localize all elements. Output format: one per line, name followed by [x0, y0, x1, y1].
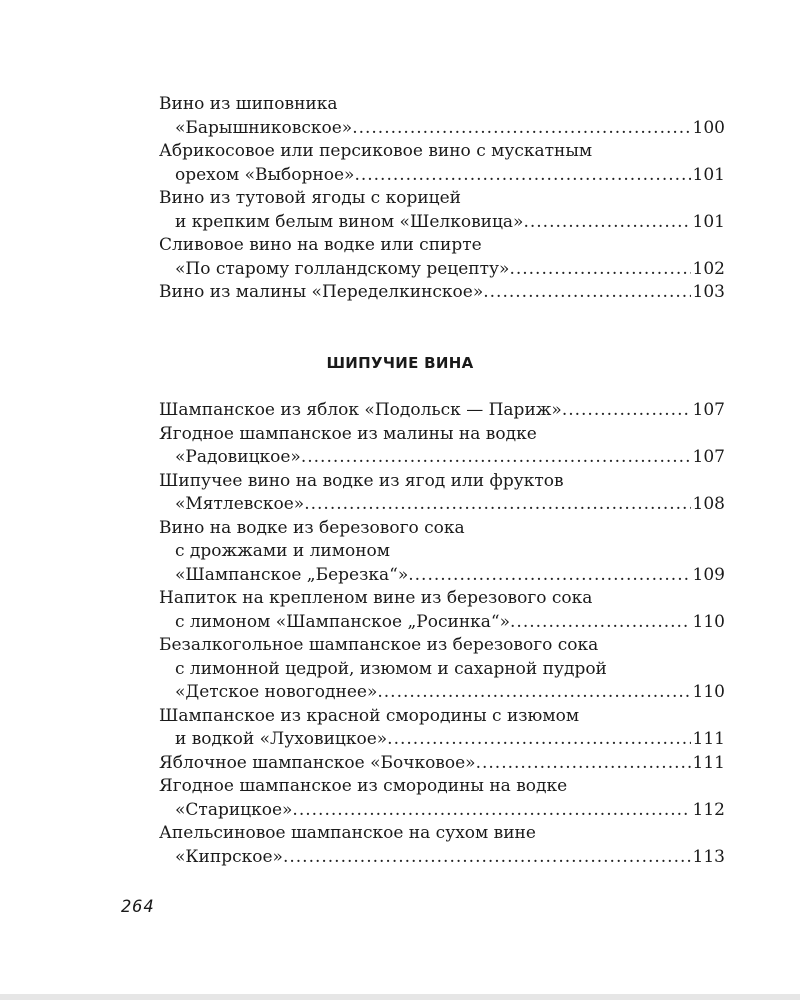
toc-entry-title-line: [159, 93, 725, 117]
toc-entry-text: «Шампанское „Березка“»: [175, 564, 409, 585]
toc-entry-page-number: 113: [692, 846, 725, 867]
toc-entry: [159, 93, 725, 140]
toc-entry-text: Вино из тутовой ягоды с корицей: [159, 188, 461, 208]
toc-entry-text: «Мятлевское»: [175, 494, 305, 514]
dot-leader: [523, 211, 690, 235]
toc-entry: [159, 281, 725, 305]
toc-entry-continuation-line: [159, 211, 725, 235]
toc-entry-text: и водкой «Луховицкое»: [175, 729, 388, 749]
toc-entry: [159, 234, 725, 281]
toc-entry-title-line: [159, 587, 725, 611]
dot-leader: [301, 446, 691, 470]
toc-entry-page-number: 101: [692, 164, 725, 185]
toc-entry-text: Абрикосовое или персиковое вино с мускатным: [159, 141, 593, 161]
toc-entry-page-number: 100: [692, 117, 725, 138]
dot-leader: [377, 681, 690, 705]
toc-entry-page-number: 102: [692, 258, 725, 279]
toc-entry-title-line: [159, 634, 725, 658]
dot-leader: [283, 846, 691, 870]
toc-entry-title-line: [159, 423, 725, 447]
toc-entry-text: Напиток на крепленом вине из березового сока: [159, 588, 593, 608]
toc-entry: [159, 822, 725, 869]
toc-entry-text: Безалкогольное шампанское из березового сока: [159, 635, 599, 655]
dot-leader: [510, 611, 691, 635]
toc-entry-continuation-line: [159, 117, 725, 141]
toc-entry-text: Сливовое вино на водке или спирте: [159, 235, 482, 255]
toc-entry-title-line: [159, 281, 725, 305]
toc-entry-continuation-line: [159, 446, 725, 470]
dot-leader: [304, 493, 690, 517]
toc-entry-continuation-line: [159, 540, 725, 564]
toc-entry-text: Яблочное шампанское «Бочковое»: [159, 752, 476, 773]
toc-entry-title-line: [159, 705, 725, 729]
dot-leader: [387, 728, 690, 752]
toc-entry: [159, 423, 725, 470]
dot-leader: [408, 564, 690, 588]
toc-entry-text: Вино из малины «Переделкинское»: [159, 282, 484, 302]
toc-entry: [159, 470, 725, 517]
toc-entry: [159, 752, 725, 776]
dot-leader: [352, 117, 690, 141]
toc-entry: [159, 587, 725, 634]
section-title: ШИПУЧИЕ ВИНА: [326, 354, 474, 372]
dot-leader: [483, 281, 690, 305]
toc-entry-text: «Кипрское»: [175, 846, 283, 867]
toc-entry-text: Шампанское из яблок «Подольск — Париж»: [159, 400, 562, 420]
toc-entry-text: «Старицкое»: [175, 799, 293, 820]
toc-entry-title-line: [159, 517, 725, 541]
toc-list-wines: [159, 93, 725, 305]
toc-entry-title-line: [159, 399, 725, 423]
toc-entry-text: «Детское новогоднее»: [175, 682, 378, 702]
toc-entry-text: и крепким белым вином «Шелковица»: [175, 211, 524, 232]
toc-entry: [159, 399, 725, 423]
toc-entry-title-line: [159, 234, 725, 258]
toc-entry-continuation-line: [159, 258, 725, 282]
toc-entry-page-number: 107: [692, 447, 725, 467]
toc-entry: [159, 705, 725, 752]
toc-entry-title-line: [159, 822, 725, 846]
toc-entry-text: с лимонной цедрой, изюмом и сахарной пудрой: [175, 658, 607, 679]
toc-entry-page-number: 108: [692, 494, 725, 514]
toc-entry-continuation-line: [159, 493, 725, 517]
toc-entry: [159, 140, 725, 187]
toc-entry-page-number: 111: [692, 752, 725, 773]
toc-entry-page-number: 107: [692, 400, 725, 420]
toc-entry-page-number: 101: [692, 211, 725, 232]
bottom-edge: [0, 994, 800, 1000]
dot-leader: [562, 399, 691, 423]
toc-entry-page-number: 112: [692, 799, 725, 820]
dot-leader: [354, 164, 690, 188]
dot-leader: [509, 258, 690, 282]
toc-entry: [159, 775, 725, 822]
toc-entry-text: «Радовицкое»: [175, 447, 301, 467]
toc-entry: [159, 187, 725, 234]
toc-entry-title-line: [159, 752, 725, 776]
toc-entry-text: Вино из шиповника: [159, 94, 338, 114]
toc-entry-text: с дрожжами и лимоном: [175, 541, 390, 561]
toc-entry-continuation-line: [159, 658, 725, 682]
toc-entry-text: Апельсиновое шампанское на сухом вине: [159, 823, 536, 843]
toc-entry-continuation-line: [159, 611, 725, 635]
toc-entry-continuation-line: [159, 799, 725, 823]
toc-entry-title-line: [159, 140, 725, 164]
toc-entry-page-number: 109: [692, 564, 725, 585]
dot-leader: [476, 752, 691, 776]
toc-entry-text: Шампанское из красной смородины с изюмом: [159, 705, 580, 726]
toc-entry-text: «Барышниковское»: [175, 117, 353, 138]
toc-entry-continuation-line: [159, 564, 725, 588]
toc-entry-text: «По старому голландскому рецепту»: [175, 258, 510, 279]
toc-entry-text: орехом «Выборное»: [175, 164, 355, 185]
toc-entry-page-number: 110: [692, 611, 725, 632]
toc-entry-continuation-line: [159, 164, 725, 188]
toc-entry-page-number: 103: [692, 282, 725, 302]
toc-entry-title-line: [159, 775, 725, 799]
page-number: 264: [121, 897, 155, 917]
toc-entry-text: Ягодное шампанское из малины на водке: [159, 423, 537, 444]
toc-entry-continuation-line: [159, 846, 725, 870]
toc-entry-text: Вино на водке из березового сока: [159, 517, 465, 538]
dot-leader: [292, 799, 690, 823]
toc-entry-continuation-line: [159, 728, 725, 752]
toc-entry-page-number: 110: [692, 682, 725, 702]
toc-list-sparkling-wines: [159, 399, 725, 869]
toc-entry: [159, 517, 725, 588]
toc-entry-title-line: [159, 470, 725, 494]
toc-entry-title-line: [159, 187, 725, 211]
toc-entry-continuation-line: [159, 681, 725, 705]
toc-entry-page-number: 111: [692, 729, 725, 749]
toc-entry: [159, 634, 725, 705]
toc-entry-text: Шипучее вино на водке из ягод или фруктов: [159, 470, 564, 491]
toc-entry-text: Ягодное шампанское из смородины на водке: [159, 776, 568, 796]
toc-entry-text: с лимоном «Шампанское „Росинка“»: [175, 611, 511, 632]
